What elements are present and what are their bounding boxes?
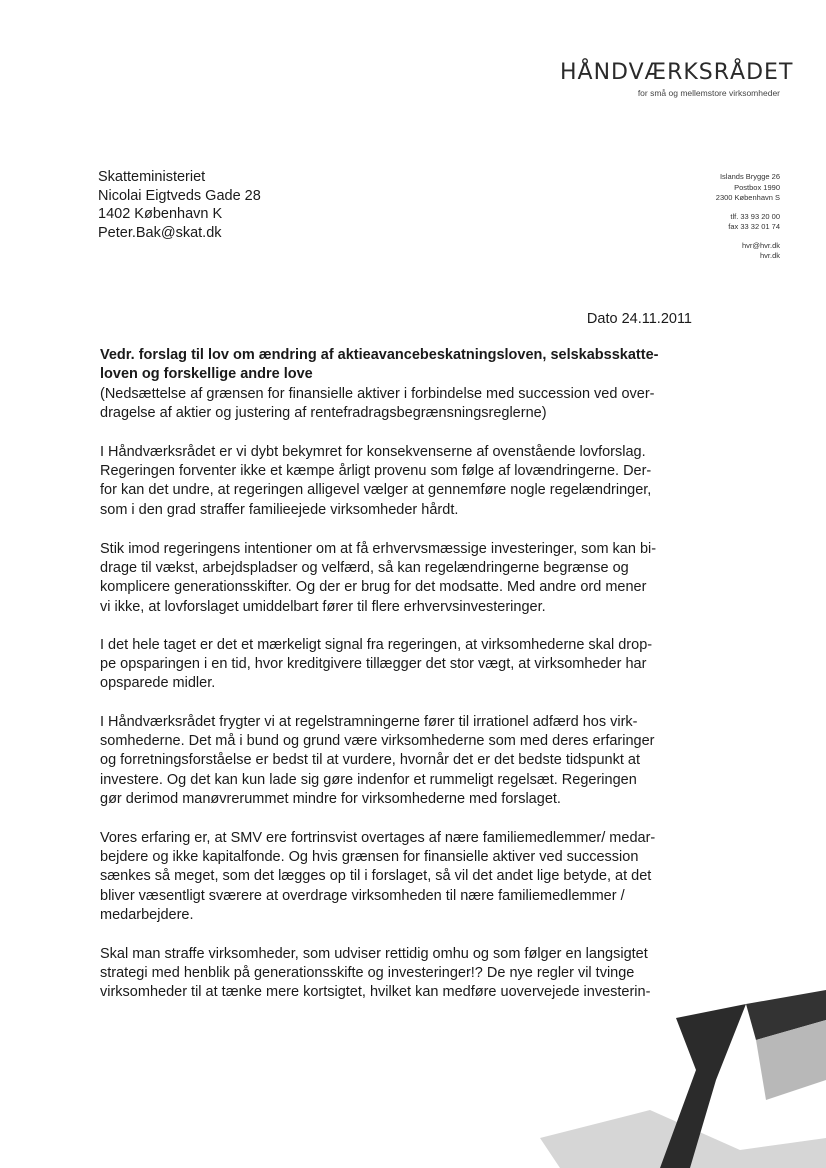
paragraph-line: strategi med henblik på generationsskifte og investeringer!? De nye regler vil tvinge xyxy=(100,965,635,982)
sender-contact-block xyxy=(640,172,780,262)
paragraph-line: I Håndværksrådet er vi dybt bekymret for konsekvenserne af ovenstående lovforslag. xyxy=(100,444,646,460)
sender-website: hvr.dk xyxy=(759,251,780,260)
paragraph-line: Skal man straffe virksomheder, som udviser rettidig omhu og som følger en langsigtet xyxy=(100,946,648,962)
subject-note-line: dragelse af aktier og justering af rentefradragsbegrænsningsreglerne) xyxy=(100,405,547,421)
paragraph-line: sænkes så meget, som det lægges op til i forslaget, så vil det andet lige betyde, at det xyxy=(100,868,652,885)
subject-line: loven og forskellige andre love xyxy=(100,366,313,382)
body-paragraph-3 xyxy=(100,636,700,694)
paragraph-line: for kan det undre, at regeringen alligevel vælger at gennemføre nogle regelændringer, xyxy=(100,482,652,499)
paragraph-line: Vores erfaring er, at SMV ere fortrinsvist overtages af nære familiemedlemmer/ medar- xyxy=(100,830,656,846)
sender-fax: fax 33 32 01 74 xyxy=(728,222,780,231)
paragraph-line: som i den grad straffer familieejede virksomheder hårdt. xyxy=(100,501,459,518)
subject-note xyxy=(100,385,700,423)
subject-note-line: (Nedsættelse af grænsen for finansielle aktiver i forbindelse med succession ved over- xyxy=(100,386,655,402)
letter-subject xyxy=(100,346,700,384)
body-paragraph-2 xyxy=(100,540,700,617)
sender-email: hvr@hvr.dk xyxy=(741,240,780,250)
paragraph-line: vi ikke, at lovforslaget umiddelbart fører til flere erhvervsinvesteringer. xyxy=(100,598,546,615)
paragraph-line: opsparede midler. xyxy=(100,675,216,692)
paragraph-line: bliver væsentligt sværere at overdrage virksomheden til nære familiemedlemmer / xyxy=(100,887,625,904)
paragraph-line: pe opsparingen i en tid, hvor kreditgivere tillægger det stor vægt, at virksomheder har xyxy=(100,656,647,673)
paragraph-line: medarbejdere. xyxy=(100,906,194,923)
recipient-line: Skatteministeriet xyxy=(98,169,206,185)
paragraph-line: investere. Og det kan kun lade sig gøre indenfor et rummeligt regelsæt. Regeringen xyxy=(100,771,637,788)
paragraph-line: I Håndværksrådet frygter vi at regelstramningerne fører til irrationel adfærd hos virk- xyxy=(100,714,638,730)
recipient-email: Peter.Bak@skat.dk xyxy=(98,224,222,241)
paragraph-line: drage til vækst, arbejdspladser og velfærd, så kan regelændringerne begrænse og xyxy=(100,560,629,577)
body-paragraph-4 xyxy=(100,713,700,809)
paragraph-line: komplicere generationsskifter. Og der er brug for det modsatte. Med andre ord mener xyxy=(100,579,647,596)
recipient-address xyxy=(98,168,261,242)
sender-address-line: Islands Brygge 26 xyxy=(719,172,780,181)
organization-tagline: for små og mellemstore virksomheder xyxy=(637,88,780,98)
subject-line: Vedr. forslag til lov om ændring af aktieavancebeskatningsloven, selskabsskatte- xyxy=(100,347,659,363)
organization-logo-name: HÅNDVÆRKSRÅDET xyxy=(560,60,794,85)
paragraph-line: I det hele taget er det et mærkeligt signal fra regeringen, at virksomhederne skal drop- xyxy=(100,637,653,653)
body-paragraph-5 xyxy=(100,829,700,925)
recipient-line: Nicolai Eigtveds Gade 28 xyxy=(98,187,261,204)
paragraph-line: bejdere og ikke kapitalfonde. Og hvis grænsen for finansielle aktiver ved succession xyxy=(100,849,639,866)
paragraph-line: Stik imod regeringens intentioner om at få erhvervsmæssige investeringer, som kan bi- xyxy=(100,541,657,557)
paragraph-line: Regeringen forventer ikke et kæmpe årligt provenu som følge af lovændringerne. Der- xyxy=(100,463,652,480)
body-paragraph-1 xyxy=(100,443,700,520)
paragraph-line: somhederne. Det må i bund og grund være virksomhederne som med deres erfaringer xyxy=(100,733,655,750)
sender-address-line: 2300 København S xyxy=(715,193,780,202)
sender-phone: tlf. 33 93 20 00 xyxy=(730,211,780,221)
decorative-ribbon-graphic xyxy=(540,990,826,1168)
paragraph-line: og forretningsforståelse er bedst til at vurdere, hvornår det er det bedste tidspunkt at xyxy=(100,752,641,769)
paragraph-line: gør derimod manøvrerummet mindre for virksomhederne med forslaget. xyxy=(100,790,561,807)
recipient-line: 1402 København K xyxy=(98,206,223,222)
sender-address-line: Postbox 1990 xyxy=(734,182,780,192)
paragraph-line: virksomheder til at tænke mere kortsigtet, hvilket kan medføre uovervejede investerin- xyxy=(100,984,651,1001)
letter-date: Dato 24.11.2011 xyxy=(586,311,692,327)
